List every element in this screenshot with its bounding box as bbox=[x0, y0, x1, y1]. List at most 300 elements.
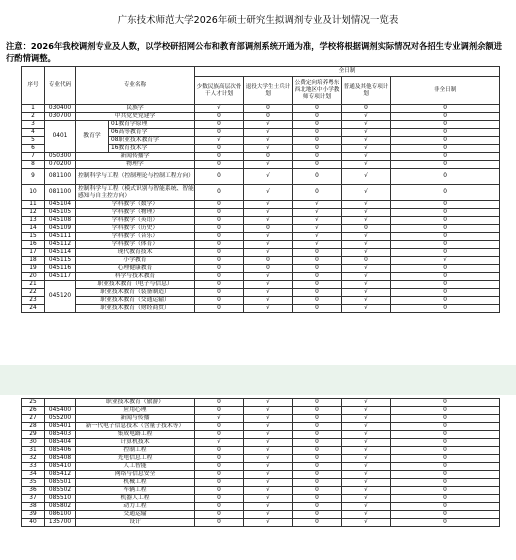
row-seq: 38 bbox=[22, 503, 45, 511]
row-veteran-plan: √ bbox=[244, 519, 293, 527]
row-seq: 27 bbox=[22, 415, 45, 423]
row-seq: 32 bbox=[22, 455, 45, 463]
row-teacher-plan: 0 bbox=[293, 495, 342, 503]
row-seq: 26 bbox=[22, 407, 45, 415]
row-teacher-plan: 0 bbox=[293, 281, 342, 289]
row-parttime: 0 bbox=[391, 225, 500, 233]
row-veteran-plan: √ bbox=[244, 121, 293, 129]
row-veteran-plan: √ bbox=[244, 289, 293, 297]
row-seq: 11 bbox=[22, 201, 45, 209]
row-minority-plan: 0 bbox=[195, 265, 244, 273]
row-teacher-plan: 0 bbox=[293, 463, 342, 471]
row-minority-plan: 0 bbox=[195, 297, 244, 305]
row-teacher-plan: 0 bbox=[293, 447, 342, 455]
table-row bbox=[22, 153, 500, 161]
row-seq: 37 bbox=[22, 495, 45, 503]
row-minority-plan: 0 bbox=[195, 511, 244, 519]
row-veteran-plan: 0 bbox=[244, 225, 293, 233]
row-teacher-plan: √ bbox=[293, 217, 342, 225]
row-parttime: 0 bbox=[391, 209, 500, 217]
row-seq: 33 bbox=[22, 463, 45, 471]
row-seq: 12 bbox=[22, 209, 45, 217]
row-name: 中共党史党建学 bbox=[76, 113, 195, 121]
table-row bbox=[22, 415, 500, 423]
row-general-plan: √ bbox=[342, 273, 391, 281]
row-minority-plan: 0 bbox=[195, 169, 244, 185]
row-teacher-plan: 0 bbox=[293, 479, 342, 487]
row-parttime: 0 bbox=[391, 185, 500, 201]
row-seq: 5 bbox=[22, 137, 45, 145]
table-row bbox=[22, 241, 500, 249]
row-code: 085408 bbox=[45, 455, 76, 463]
row-veteran-plan: √ bbox=[244, 439, 293, 447]
row-teacher-plan: 0 bbox=[293, 431, 342, 439]
row-general-plan: √ bbox=[342, 169, 391, 185]
row-veteran-plan: √ bbox=[244, 273, 293, 281]
row-minority-plan: 0 bbox=[195, 257, 244, 265]
row-veteran-plan: 0 bbox=[244, 265, 293, 273]
row-parttime: 0 bbox=[391, 511, 500, 519]
row-veteran-plan: √ bbox=[244, 471, 293, 479]
row-name: 机器人工程 bbox=[76, 495, 195, 503]
row-veteran-plan: √ bbox=[244, 185, 293, 201]
row-parttime: 0 bbox=[391, 455, 500, 463]
row-parttime: 0 bbox=[391, 121, 500, 129]
row-code: 0401 bbox=[45, 121, 76, 153]
row-general-plan: √ bbox=[342, 399, 391, 407]
row-name: 学科教学（数学） bbox=[76, 201, 195, 209]
row-minority-plan: 0 bbox=[195, 423, 244, 431]
row-general-plan: √ bbox=[342, 479, 391, 487]
row-teacher-plan: 0 bbox=[293, 503, 342, 511]
row-veteran-plan: √ bbox=[244, 145, 293, 153]
header-minority-plan: 少数民族高层次骨干人才计划 bbox=[195, 77, 244, 105]
row-teacher-plan: √ bbox=[293, 225, 342, 233]
row-general-plan: √ bbox=[342, 145, 391, 153]
row-minority-plan: 0 bbox=[195, 289, 244, 297]
row-teacher-plan: 0 bbox=[293, 415, 342, 423]
row-teacher-plan: 0 bbox=[293, 511, 342, 519]
row-seq: 1 bbox=[22, 105, 45, 113]
row-seq: 39 bbox=[22, 511, 45, 519]
row-teacher-plan: √ bbox=[293, 233, 342, 241]
row-parttime: √ bbox=[391, 257, 500, 265]
row-name: 01教育学原理 bbox=[109, 121, 195, 129]
row-parttime: 0 bbox=[391, 415, 500, 423]
row-minority-plan: 0 bbox=[195, 487, 244, 495]
row-veteran-plan: √ bbox=[244, 201, 293, 209]
row-name: 计算机技术 bbox=[76, 439, 195, 447]
row-parttime: 0 bbox=[391, 439, 500, 447]
row-name: 车辆工程 bbox=[76, 487, 195, 495]
row-name: 科学与技术教育 bbox=[76, 273, 195, 281]
row-parttime: 0 bbox=[391, 137, 500, 145]
row-veteran-plan: √ bbox=[244, 495, 293, 503]
row-teacher-plan: 0 bbox=[293, 257, 342, 265]
row-veteran-plan: 0 bbox=[244, 105, 293, 113]
row-general-plan: √ bbox=[342, 137, 391, 145]
table-row bbox=[22, 217, 500, 225]
row-veteran-plan: √ bbox=[244, 447, 293, 455]
row-seq: 16 bbox=[22, 241, 45, 249]
row-parttime: 0 bbox=[391, 463, 500, 471]
table-row bbox=[22, 407, 500, 415]
header-general-plan: 普通及其他专项计划 bbox=[342, 77, 391, 105]
row-name: 机械工程 bbox=[76, 479, 195, 487]
row-general-plan: √ bbox=[342, 463, 391, 471]
row-code: 135700 bbox=[45, 519, 76, 527]
row-seq: 23 bbox=[22, 297, 45, 305]
row-seq: 40 bbox=[22, 519, 45, 527]
row-minority-plan: 0 bbox=[195, 113, 244, 121]
table-row bbox=[22, 185, 500, 201]
row-minority-plan: √ bbox=[195, 415, 244, 423]
row-parttime: 0 bbox=[391, 153, 500, 161]
row-teacher-plan: 0 bbox=[293, 471, 342, 479]
row-code: 045115 bbox=[45, 257, 76, 265]
row-teacher-plan: √ bbox=[293, 241, 342, 249]
row-teacher-plan: 0 bbox=[293, 305, 342, 313]
row-seq: 7 bbox=[22, 153, 45, 161]
row-teacher-plan: 0 bbox=[293, 273, 342, 281]
row-seq: 14 bbox=[22, 225, 45, 233]
row-general-plan: √ bbox=[342, 161, 391, 169]
row-minority-plan: 0 bbox=[195, 225, 244, 233]
row-general-plan: √ bbox=[342, 113, 391, 121]
row-code bbox=[45, 399, 76, 407]
page-gap bbox=[0, 365, 516, 395]
row-code: 045108 bbox=[45, 217, 76, 225]
row-minority-plan: 0 bbox=[195, 479, 244, 487]
row-general-plan: √ bbox=[342, 519, 391, 527]
row-veteran-plan: √ bbox=[244, 297, 293, 305]
row-veteran-plan: √ bbox=[244, 431, 293, 439]
row-parttime: 0 bbox=[391, 289, 500, 297]
row-code: 045112 bbox=[45, 241, 76, 249]
row-seq: 13 bbox=[22, 217, 45, 225]
header-parttime: 非全日制 bbox=[391, 77, 500, 105]
row-seq: 30 bbox=[22, 439, 45, 447]
row-name: 学科教学（历史） bbox=[76, 225, 195, 233]
row-code: 045105 bbox=[45, 209, 76, 217]
row-minority-plan: 0 bbox=[195, 233, 244, 241]
row-minority-plan: 0 bbox=[195, 447, 244, 455]
row-general-plan: √ bbox=[342, 439, 391, 447]
row-veteran-plan: √ bbox=[244, 161, 293, 169]
row-veteran-plan: √ bbox=[244, 399, 293, 407]
row-name: 控制科学与工程（控制理论与控制工程方向） bbox=[76, 169, 195, 185]
row-parttime: 0 bbox=[391, 447, 500, 455]
row-parttime: 0 bbox=[391, 129, 500, 137]
row-code: 085406 bbox=[45, 447, 76, 455]
row-veteran-plan: √ bbox=[244, 129, 293, 137]
row-minority-plan: √ bbox=[195, 105, 244, 113]
row-code: 045109 bbox=[45, 225, 76, 233]
row-minority-plan: √ bbox=[195, 137, 244, 145]
row-general-plan: √ bbox=[342, 249, 391, 257]
row-general-plan: √ bbox=[342, 503, 391, 511]
header-fulltime: 全日制 bbox=[195, 67, 500, 77]
row-seq: 4 bbox=[22, 129, 45, 137]
row-teacher-plan: 0 bbox=[293, 129, 342, 137]
row-minority-plan: 0 bbox=[195, 455, 244, 463]
row-code: 045104 bbox=[45, 201, 76, 209]
row-parttime: 0 bbox=[391, 471, 500, 479]
row-general-plan: √ bbox=[342, 121, 391, 129]
row-veteran-plan: √ bbox=[244, 169, 293, 185]
row-teacher-plan: 0 bbox=[293, 137, 342, 145]
row-minority-plan: 0 bbox=[195, 305, 244, 313]
row-minority-plan: 0 bbox=[195, 519, 244, 527]
row-seq: 29 bbox=[22, 431, 45, 439]
row-general-plan: √ bbox=[342, 297, 391, 305]
row-parttime: 0 bbox=[391, 249, 500, 257]
row-code: 085403 bbox=[45, 431, 76, 439]
row-general-plan: √ bbox=[342, 265, 391, 273]
table-row bbox=[22, 201, 500, 209]
row-general-plan: √ bbox=[342, 471, 391, 479]
row-teacher-plan: √ bbox=[293, 209, 342, 217]
row-code: 050300 bbox=[45, 153, 76, 161]
row-general-plan: √ bbox=[342, 185, 391, 201]
row-teacher-plan: 0 bbox=[293, 407, 342, 415]
row-name: 心理健康教育 bbox=[76, 265, 195, 273]
row-code: 085401 bbox=[45, 423, 76, 431]
row-seq: 2 bbox=[22, 113, 45, 121]
row-minority-plan: 0 bbox=[195, 153, 244, 161]
row-teacher-plan: 0 bbox=[293, 113, 342, 121]
row-seq: 28 bbox=[22, 423, 45, 431]
row-name: 应用心理 bbox=[76, 407, 195, 415]
row-name: 职业技术教育（电子与信息） bbox=[76, 281, 195, 289]
table-row bbox=[22, 257, 500, 265]
row-code: 085412 bbox=[45, 471, 76, 479]
table-row bbox=[22, 209, 500, 217]
plan-table-top bbox=[21, 66, 500, 313]
row-seq: 20 bbox=[22, 273, 45, 281]
row-general-plan: √ bbox=[342, 431, 391, 439]
row-parttime: 0 bbox=[391, 241, 500, 249]
table-row bbox=[22, 471, 500, 479]
row-code: 045111 bbox=[45, 233, 76, 241]
row-teacher-plan: 0 bbox=[293, 399, 342, 407]
table-row bbox=[22, 479, 500, 487]
row-minority-plan: 0 bbox=[195, 129, 244, 137]
row-veteran-plan: √ bbox=[244, 487, 293, 495]
page-title: 广东技术师范大学2026年硕士研究生拟调剂专业及计划情况一览表 bbox=[117, 15, 399, 26]
header-teacher-plan: 公费定向培养粤东西北地区中小学教师专项计划 bbox=[293, 77, 342, 105]
row-minority-plan: 0 bbox=[195, 431, 244, 439]
row-code: 085404 bbox=[45, 439, 76, 447]
row-veteran-plan: √ bbox=[244, 415, 293, 423]
row-parttime: 0 bbox=[391, 495, 500, 503]
row-parttime: 0 bbox=[391, 519, 500, 527]
row-veteran-plan: √ bbox=[244, 249, 293, 257]
row-minority-plan: 0 bbox=[195, 241, 244, 249]
table-row bbox=[22, 487, 500, 495]
row-general-plan: √ bbox=[342, 153, 391, 161]
row-parttime: 0 bbox=[391, 487, 500, 495]
row-code: 045400 bbox=[45, 407, 76, 415]
header-seq: 序号 bbox=[22, 67, 45, 105]
table-row bbox=[22, 225, 500, 233]
row-general-plan: √ bbox=[342, 511, 391, 519]
table-row bbox=[22, 431, 500, 439]
row-name: 集成电路工程 bbox=[76, 431, 195, 439]
table-row bbox=[22, 289, 500, 297]
row-veteran-plan: √ bbox=[244, 455, 293, 463]
row-general-plan: √ bbox=[342, 407, 391, 415]
row-name: 现代教育技术 bbox=[76, 249, 195, 257]
row-name: 新一代电子信息技术（含量子技术等） bbox=[76, 423, 195, 431]
row-parttime: 0 bbox=[391, 503, 500, 511]
row-name: 职业技术教育（旅游） bbox=[76, 399, 195, 407]
row-name: 网络与信息安全 bbox=[76, 471, 195, 479]
row-seq: 3 bbox=[22, 121, 45, 129]
row-seq: 17 bbox=[22, 249, 45, 257]
row-teacher-plan: 0 bbox=[293, 121, 342, 129]
row-minority-plan: 0 bbox=[195, 407, 244, 415]
row-name: 16教育技术学 bbox=[109, 145, 195, 153]
table-row bbox=[22, 463, 500, 471]
row-seq: 8 bbox=[22, 161, 45, 169]
row-teacher-plan: 0 bbox=[293, 145, 342, 153]
row-teacher-plan: 0 bbox=[293, 153, 342, 161]
row-teacher-plan: 0 bbox=[293, 289, 342, 297]
table-row bbox=[22, 113, 500, 121]
row-general-plan: √ bbox=[342, 495, 391, 503]
row-name: 民族学 bbox=[76, 105, 195, 113]
table-row bbox=[22, 105, 500, 113]
row-parttime: 0 bbox=[391, 217, 500, 225]
row-parttime: 0 bbox=[391, 265, 500, 273]
table-row bbox=[22, 423, 500, 431]
table-row bbox=[22, 439, 500, 447]
row-teacher-plan: √ bbox=[293, 201, 342, 209]
row-veteran-plan: √ bbox=[244, 463, 293, 471]
row-teacher-plan: 0 bbox=[293, 439, 342, 447]
row-minority-plan: 0 bbox=[195, 463, 244, 471]
header-name: 专业名称 bbox=[76, 67, 195, 105]
row-name: 新闻传播学 bbox=[76, 153, 195, 161]
row-minority-plan: 0 bbox=[195, 209, 244, 217]
table-row bbox=[22, 511, 500, 519]
row-parttime: 0 bbox=[391, 305, 500, 313]
table-row bbox=[22, 455, 500, 463]
row-name: 学科教学（体育） bbox=[76, 241, 195, 249]
table-row bbox=[22, 519, 500, 527]
row-general-plan: √ bbox=[342, 455, 391, 463]
row-veteran-plan: √ bbox=[244, 217, 293, 225]
row-parttime: 0 bbox=[391, 423, 500, 431]
row-teacher-plan: 0 bbox=[293, 519, 342, 527]
row-name: 小学教育 bbox=[76, 257, 195, 265]
row-name: 学科教学（英语） bbox=[76, 217, 195, 225]
row-veteran-plan: 0 bbox=[244, 113, 293, 121]
row-parttime: 0 bbox=[391, 399, 500, 407]
table-row bbox=[22, 503, 500, 511]
row-minority-plan: 0 bbox=[195, 495, 244, 503]
row-minority-plan: 0 bbox=[195, 161, 244, 169]
row-teacher-plan: 0 bbox=[293, 423, 342, 431]
row-parttime: 0 bbox=[391, 297, 500, 305]
row-teacher-plan: 0 bbox=[293, 249, 342, 257]
table-row bbox=[22, 273, 500, 281]
row-code: 085802 bbox=[45, 503, 76, 511]
row-parttime: 0 bbox=[391, 201, 500, 209]
header-code: 专业代码 bbox=[45, 67, 76, 105]
row-seq: 15 bbox=[22, 233, 45, 241]
row-parttime: 0 bbox=[391, 273, 500, 281]
row-group-name: 教育学 bbox=[76, 121, 109, 153]
row-veteran-plan: √ bbox=[244, 233, 293, 241]
row-name: 职业技术教育（装备制造） bbox=[76, 289, 195, 297]
row-parttime: 0 bbox=[391, 145, 500, 153]
row-code: 055200 bbox=[45, 415, 76, 423]
row-code: 081100 bbox=[45, 185, 76, 201]
row-parttime: 0 bbox=[391, 105, 500, 113]
row-veteran-plan: √ bbox=[244, 479, 293, 487]
row-code: 085501 bbox=[45, 479, 76, 487]
row-general-plan: √ bbox=[342, 209, 391, 217]
row-veteran-plan: √ bbox=[244, 209, 293, 217]
row-parttime: 0 bbox=[391, 479, 500, 487]
row-parttime: 0 bbox=[391, 161, 500, 169]
row-general-plan: 0 bbox=[342, 105, 391, 113]
row-code: 086100 bbox=[45, 511, 76, 519]
row-veteran-plan: √ bbox=[244, 137, 293, 145]
row-parttime: 0 bbox=[391, 233, 500, 241]
row-code: 045116 bbox=[45, 265, 76, 273]
row-name: 控制科学与工程（模式识别与智能系统、智能感知与自主控方向） bbox=[76, 185, 195, 201]
row-code: 045120 bbox=[45, 281, 76, 313]
row-veteran-plan: √ bbox=[244, 305, 293, 313]
row-seq: 21 bbox=[22, 281, 45, 289]
header-veteran-plan: 退役大学生士兵计划 bbox=[244, 77, 293, 105]
row-minority-plan: 0 bbox=[195, 273, 244, 281]
row-parttime: 0 bbox=[391, 407, 500, 415]
row-name: 学科教学（物理） bbox=[76, 209, 195, 217]
row-seq: 19 bbox=[22, 265, 45, 273]
row-name: 交通运输 bbox=[76, 511, 195, 519]
row-general-plan: 0 bbox=[342, 257, 391, 265]
table-row bbox=[22, 305, 500, 313]
row-code: 085502 bbox=[45, 487, 76, 495]
row-minority-plan: 0 bbox=[195, 201, 244, 209]
row-parttime: 0 bbox=[391, 431, 500, 439]
row-general-plan: √ bbox=[342, 129, 391, 137]
row-general-plan: √ bbox=[342, 241, 391, 249]
row-name: 光电信息工程 bbox=[76, 455, 195, 463]
row-name: 学科教学（音乐） bbox=[76, 233, 195, 241]
notice-text: 注意：2026年我校调剂专业及人数，以学校研招网公布和教育部调剂系统开通为准，学校将根据调剂实际情况对各招生专业调剂余额进行酌情调整。 bbox=[6, 41, 503, 63]
row-general-plan: √ bbox=[342, 423, 391, 431]
row-name: 控制工程 bbox=[76, 447, 195, 455]
row-veteran-plan: √ bbox=[244, 281, 293, 289]
row-minority-plan: √ bbox=[195, 439, 244, 447]
table-row bbox=[22, 161, 500, 169]
row-minority-plan: 0 bbox=[195, 121, 244, 129]
row-seq: 9 bbox=[22, 169, 45, 185]
table-row bbox=[22, 121, 500, 129]
row-veteran-plan: √ bbox=[244, 407, 293, 415]
row-seq: 6 bbox=[22, 145, 45, 153]
row-general-plan: √ bbox=[342, 415, 391, 423]
row-seq: 36 bbox=[22, 487, 45, 495]
table-row bbox=[22, 281, 500, 289]
row-veteran-plan: √ bbox=[244, 423, 293, 431]
row-teacher-plan: 0 bbox=[293, 169, 342, 185]
